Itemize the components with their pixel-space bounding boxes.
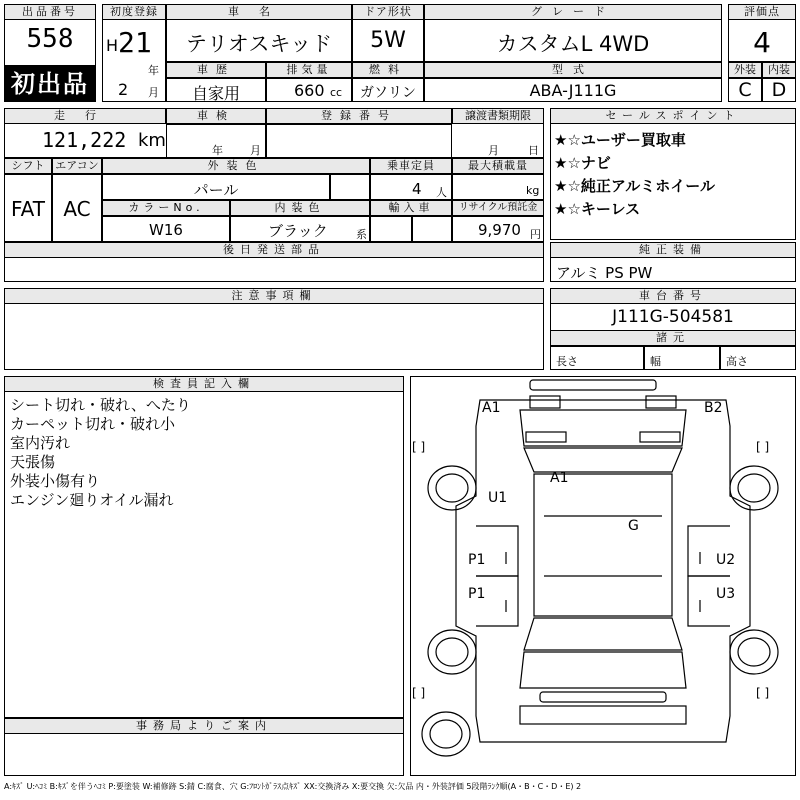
height-label: 高さ	[726, 355, 748, 368]
inspector-line-6: エンジン廻りオイル漏れ	[10, 491, 174, 509]
bracket-left-lower: [ ]	[412, 686, 426, 700]
mileage-unit: km	[138, 130, 166, 151]
first-reg-label: 初度登録	[102, 4, 166, 20]
bracket-right-upper: [ ]	[756, 440, 770, 454]
ext-color-label: 外装色	[102, 158, 370, 174]
color-no: W16	[149, 221, 183, 239]
width-label: 幅	[650, 355, 661, 368]
ac: AC	[63, 197, 91, 221]
inspection-year: 年	[212, 144, 223, 157]
inspector-line-1: シート切れ・破れ、へたり	[10, 396, 191, 414]
fuel: ガソリン	[360, 85, 416, 101]
damage-legend: A:ｷｽﾞ U:ﾍｺﾐ B:ｷｽﾞを伴うﾍｺﾐ P:要塗装 W:補修跡 S:錆 C:腐食、穴 G:ﾌﾛﾝﾄｶﾞﾗｽ点ｷｽﾞ XX:交換済み X:要交換 欠:欠品 内・外装評価 5段階ﾗﾝｸ順(A・B・C・D・E) 2	[4, 782, 582, 791]
score: 4	[753, 26, 771, 59]
int-color-label: 内装色	[230, 200, 370, 216]
history-label: 車歴	[166, 62, 266, 78]
damage-mark-p1-left-rear-door: P1	[468, 586, 486, 602]
grade: カスタムL 4WD	[496, 32, 650, 56]
selling-points-box	[550, 108, 796, 240]
selling-point-4: ★☆キーレス	[554, 200, 641, 218]
chassis-number: J111G-504581	[612, 307, 734, 327]
ac-label: エアコン	[52, 158, 102, 174]
load-unit: kg	[526, 184, 540, 197]
exterior-label: 外装	[728, 62, 762, 78]
displacement-unit: cc	[330, 86, 343, 99]
office-label: 事務局よりご案内	[4, 718, 404, 734]
genuine-equipment: アルミ PS PW	[556, 264, 653, 282]
damage-mark-b2-front-right: B2	[704, 400, 723, 416]
score-label: 評価点	[728, 4, 796, 20]
interior-grade: D	[771, 79, 787, 101]
shift-label: シフト	[4, 158, 52, 174]
transfer-month: 月	[488, 144, 499, 157]
selling-point-2: ★☆ナビ	[554, 154, 611, 172]
lot-number: 558	[26, 24, 74, 54]
damage-mark-u2-right-front-door: U2	[716, 552, 736, 568]
damage-mark-a1-front-left: A1	[482, 400, 501, 416]
chassis-label: 車台番号	[550, 288, 796, 304]
inspector-label: 検査員記入欄	[4, 376, 404, 392]
reg-no-label: 登録番号	[266, 108, 452, 124]
ext-color: パール	[193, 181, 239, 199]
exterior-grade: C	[738, 79, 752, 101]
lot-label: 出品番号	[4, 4, 96, 20]
month-unit: 月	[148, 86, 159, 99]
selling-point-1: ★☆ユーザー買取車	[554, 131, 686, 149]
bracket-left-upper: [ ]	[412, 440, 426, 454]
door-type: 5W	[370, 28, 406, 53]
displacement-label: 排気量	[266, 62, 352, 78]
grade-label: グレード	[424, 4, 722, 20]
recycle-label: リサイクル預託金	[452, 200, 544, 216]
fuel-label: 燃料	[352, 62, 424, 78]
transfer-day: 日	[528, 144, 539, 157]
displacement: 660	[294, 81, 325, 100]
capacity-label: 乗車定員	[370, 158, 452, 174]
import-label: 輸入車	[370, 200, 452, 216]
model-code: ABA-J111G	[529, 81, 617, 100]
reg-year: 21	[118, 26, 152, 59]
car-name: テリオスキッド	[185, 32, 333, 56]
inspection-label: 車検	[166, 108, 266, 124]
recycle: 9,970	[478, 221, 521, 239]
recycle-unit: 円	[530, 228, 541, 241]
era: H	[106, 36, 119, 55]
bracket-right-lower: [ ]	[756, 686, 770, 700]
reg-month: 2	[118, 80, 129, 99]
inspector-line-5: 外装小傷有り	[10, 472, 101, 490]
damage-mark-u1-left-fender: U1	[488, 490, 508, 506]
capacity: 4	[412, 180, 422, 198]
mileage: 121,222	[42, 128, 127, 152]
damage-mark-u3-right-rear-door: U3	[716, 586, 736, 602]
selling-points-label: セールスポイント	[550, 108, 796, 124]
damage-mark-p1-left-front-door: P1	[468, 552, 486, 568]
selling-point-3: ★☆純正アルミホイール	[554, 177, 715, 195]
damage-mark-g-windshield: G	[628, 518, 639, 534]
model-code-label: 型式	[424, 62, 722, 78]
capacity-unit: 人	[436, 186, 447, 199]
dims-label: 諸元	[550, 330, 796, 346]
interior-label: 内装	[762, 62, 796, 78]
load-label: 最大積載量	[452, 158, 544, 174]
year-unit: 年	[148, 64, 159, 77]
notes-label: 注意事項欄	[4, 288, 544, 304]
transfer-label: 譲渡書類期限	[452, 108, 544, 124]
inspector-line-2: カーペット切れ・破れ小	[10, 415, 176, 433]
shift: FAT	[10, 197, 45, 221]
history: 自家用	[191, 84, 240, 103]
int-color: ブラック	[268, 222, 328, 240]
mileage-label: 走行	[4, 108, 166, 124]
genuine-label: 純正装備	[550, 242, 796, 258]
length-label: 長さ	[556, 355, 578, 368]
inspector-line-4: 天張傷	[10, 453, 56, 471]
car-name-label: 車名	[166, 4, 352, 20]
first-listing-badge: 初出品	[4, 66, 96, 102]
door-label: ドア形状	[352, 4, 424, 20]
damage-mark-a1-roof: A1	[550, 470, 569, 486]
car-diagram	[410, 376, 796, 776]
int-color-unit: 系	[356, 228, 367, 241]
later-parts-label: 後日発送部品	[4, 242, 544, 258]
inspection-month: 月	[250, 144, 261, 157]
inspector-line-3: 室内汚れ	[10, 434, 71, 452]
color-no-label: カラーNo.	[102, 200, 230, 216]
